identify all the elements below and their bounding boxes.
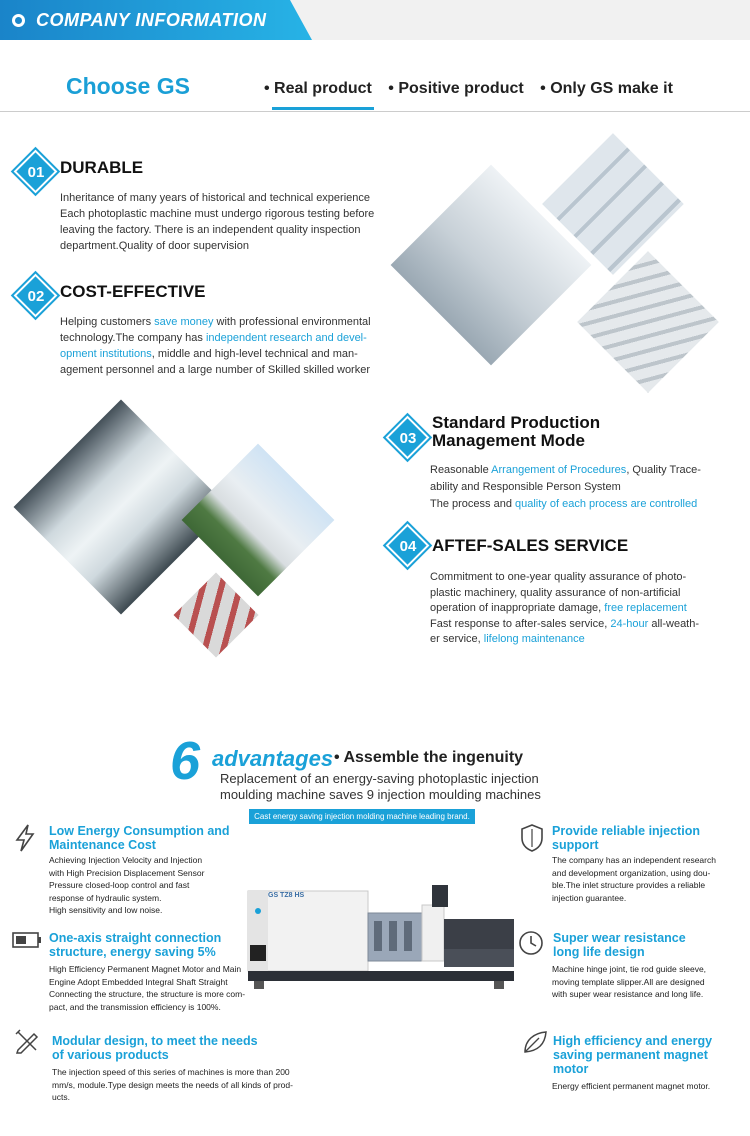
section-text: Commitment to one-year quality assurance of photo- plastic machinery, quality assurance of non-artificial operation of inappropriate damage, free replacement Fast response to after-sales service, 24-hour all-weath- er service, lifelong maintenance [430, 571, 700, 646]
section-number: 04 [399, 538, 417, 555]
advantage-title: One-axis straight connection structure, energy saving 5% [49, 931, 222, 959]
advantage-title: Provide reliable injection support [552, 824, 700, 852]
machine-photo [577, 251, 718, 392]
shield-icon [520, 824, 544, 852]
section-number: 01 [27, 164, 45, 181]
advantage-title: High efficiency and energy saving permanent magnet motor [553, 1034, 713, 1076]
tagline-2: Positive product [398, 80, 524, 97]
text-line: Each photoplastic machine must undergo rigorous testing before [60, 208, 375, 220]
tagline-3: Only GS make it [550, 80, 673, 97]
section-text: Helping customers save money with professional environmental technology.The company has independent research and devel- opment institutions, middle and high-level technical and man- agement personnel and a large number of Skilled skilled worker [60, 316, 371, 376]
building-photo [182, 444, 335, 597]
text-line: Inheritance of many years of historical and technical experience [60, 192, 371, 204]
text-line: department.Quality of door supervision [60, 240, 249, 252]
workshop-photo [174, 573, 259, 658]
advantages-tagline: • Assemble the ingenuity [334, 749, 524, 766]
section-number: 02 [27, 288, 45, 305]
advantages-word: advantages [212, 746, 334, 771]
advantage-title: Super wear resistance long life design [553, 931, 686, 959]
section-number: 03 [399, 430, 417, 447]
clock-icon [518, 930, 544, 956]
tagline-1: Real product [274, 80, 372, 97]
pencil-ruler-icon [14, 1028, 40, 1054]
machine-label: GS TZ8 HS [268, 892, 305, 899]
header-bar [0, 0, 750, 40]
tagline-underline [272, 107, 374, 110]
advantage-title: Modular design, to meet the needs of various products [52, 1034, 258, 1062]
section-title: COST-EFFECTIVE [60, 282, 206, 301]
section-text: Reasonable Arrangement of Procedures, Quality Trace- ability and Responsible Person System The process and quality of each process are controlled [430, 464, 701, 510]
header-title: COMPANY INFORMATION [36, 10, 267, 30]
brand-badge: Cast energy saving injection molding machine leading brand. [249, 809, 475, 824]
lightning-icon [14, 824, 36, 852]
divider [0, 111, 750, 112]
advantage-title: Low Energy Consumption and Maintenance Cost [49, 824, 230, 852]
circle-icon [12, 14, 25, 27]
advantage-text: The company has an independent research and development organization, using dou- ble.The inlet structure provides a reliable injection guarantee. [552, 855, 716, 903]
taglines: • Real product • Positive product • Only GS make it [264, 80, 673, 97]
advantage-text: Achieving Injection Velocity and Injection with High Precision Displacement Sensor Pressure closed-loop control and fast response of hydraulic system. High sensitivity and low noise. [49, 855, 205, 915]
advantage-text: The injection speed of this series of machines is more than 200 mm/s, module.Type design meets the needs of all kinds of prod- ucts. [52, 1067, 293, 1102]
text-line: leaving the factory. There is an independent quality inspection [60, 224, 361, 236]
section-title: AFTEF-SALES SERVICE [432, 536, 629, 555]
injection-machine-image [244, 885, 522, 995]
leaf-icon [522, 1030, 548, 1054]
choose-title: Choose GS [66, 73, 190, 99]
section-title: DURABLE [60, 158, 144, 177]
section-text [60, 190, 390, 254]
advantage-text: Energy efficient permanent magnet motor. [552, 1081, 711, 1091]
section-title: Standard Production Management Mode [432, 413, 601, 450]
advantages-number: 6 [170, 731, 201, 791]
advantage-text: Machine hinge joint, tie rod guide sleeve, moving template slipper.All are designed with super wear resistance and long life. [552, 964, 707, 999]
advantages-description: Replacement of an energy-saving photoplastic injection moulding machine saves 9 injection moulding machines [220, 771, 541, 802]
battery-icon [12, 932, 42, 948]
advantage-text: High Efficiency Permanent Magnet Motor and Main Engine Adopt Embedded Integral Shaft Straight Connecting the structure, the structure is more com- pact, and the transmission efficiency is 100%. [49, 964, 246, 1012]
